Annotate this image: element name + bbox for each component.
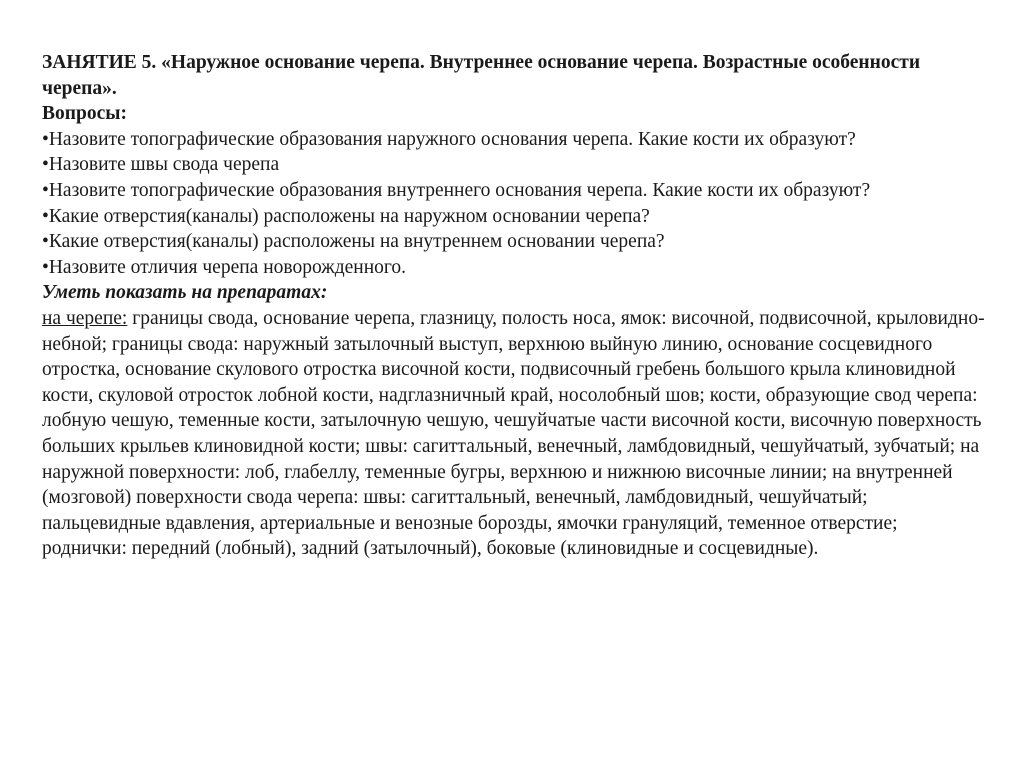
questions-heading: Вопросы:: [42, 103, 127, 125]
question-item: •Назовите топографические образования наружного основания черепа. Какие кости их образуют?: [42, 128, 856, 150]
skills-paragraph: [42, 306, 987, 562]
skills-label: на черепе:: [42, 307, 128, 329]
lesson-title: ЗАНЯТИЕ 5. «Наружное основание черепа. Внутреннее основание черепа. Возрастные особенности черепа».: [42, 52, 921, 99]
question-item: •Назовите топографические образования внутреннего основания черепа. Какие кости их образуют?: [42, 179, 871, 201]
skills-heading: Уметь показать на препаратах:: [42, 282, 328, 304]
questions-list: [42, 127, 987, 281]
question-item: •Назовите швы свода черепа: [42, 154, 280, 176]
slide-content: [42, 50, 987, 562]
question-item: •Назовите отличия черепа новорожденного.: [42, 256, 407, 278]
question-item: •Какие отверстия(каналы) расположены на наружном основании черепа?: [42, 205, 650, 227]
question-item: •Какие отверстия(каналы) расположены на внутреннем основании черепа?: [42, 231, 665, 253]
skills-text: границы свода, основание черепа, глазницу, полость носа, ямок: височной, подвисочной, крыловидно-небной; границы свода: наружный затылочный выступ, верхнюю выйную линию, основание сосцевидного отростка, основание скулового отростка височной кости, подвисочный гребень большого крыла клиновидной кости, скуловой отросток лобной кости, надглазничный край, носолобный шов; кости, образующие свод черепа: лобную чешую, теменные кости, затылочную чешую, чешуйчатые части височной кости, височную поверхность больших крыльев клиновидной кости; швы: сагиттальный, венечный, ламбдовидный, чешуйчатый, зубчатый; на наружной поверхности: лоб, глабеллу, теменные бугры, верхнюю и нижнюю височные линии; на внутренней (мозговой) поверхности свода черепа: швы: сагиттальный, венечный, ламбдовидный, чешуйчатый; пальцевидные вдавления, артериальные и венозные борозды, ямочки грануляций, теменное отверстие; роднички: передний (лобный), задний (затылочный), боковые (клиновидные и сосцевидные).: [42, 307, 985, 560]
